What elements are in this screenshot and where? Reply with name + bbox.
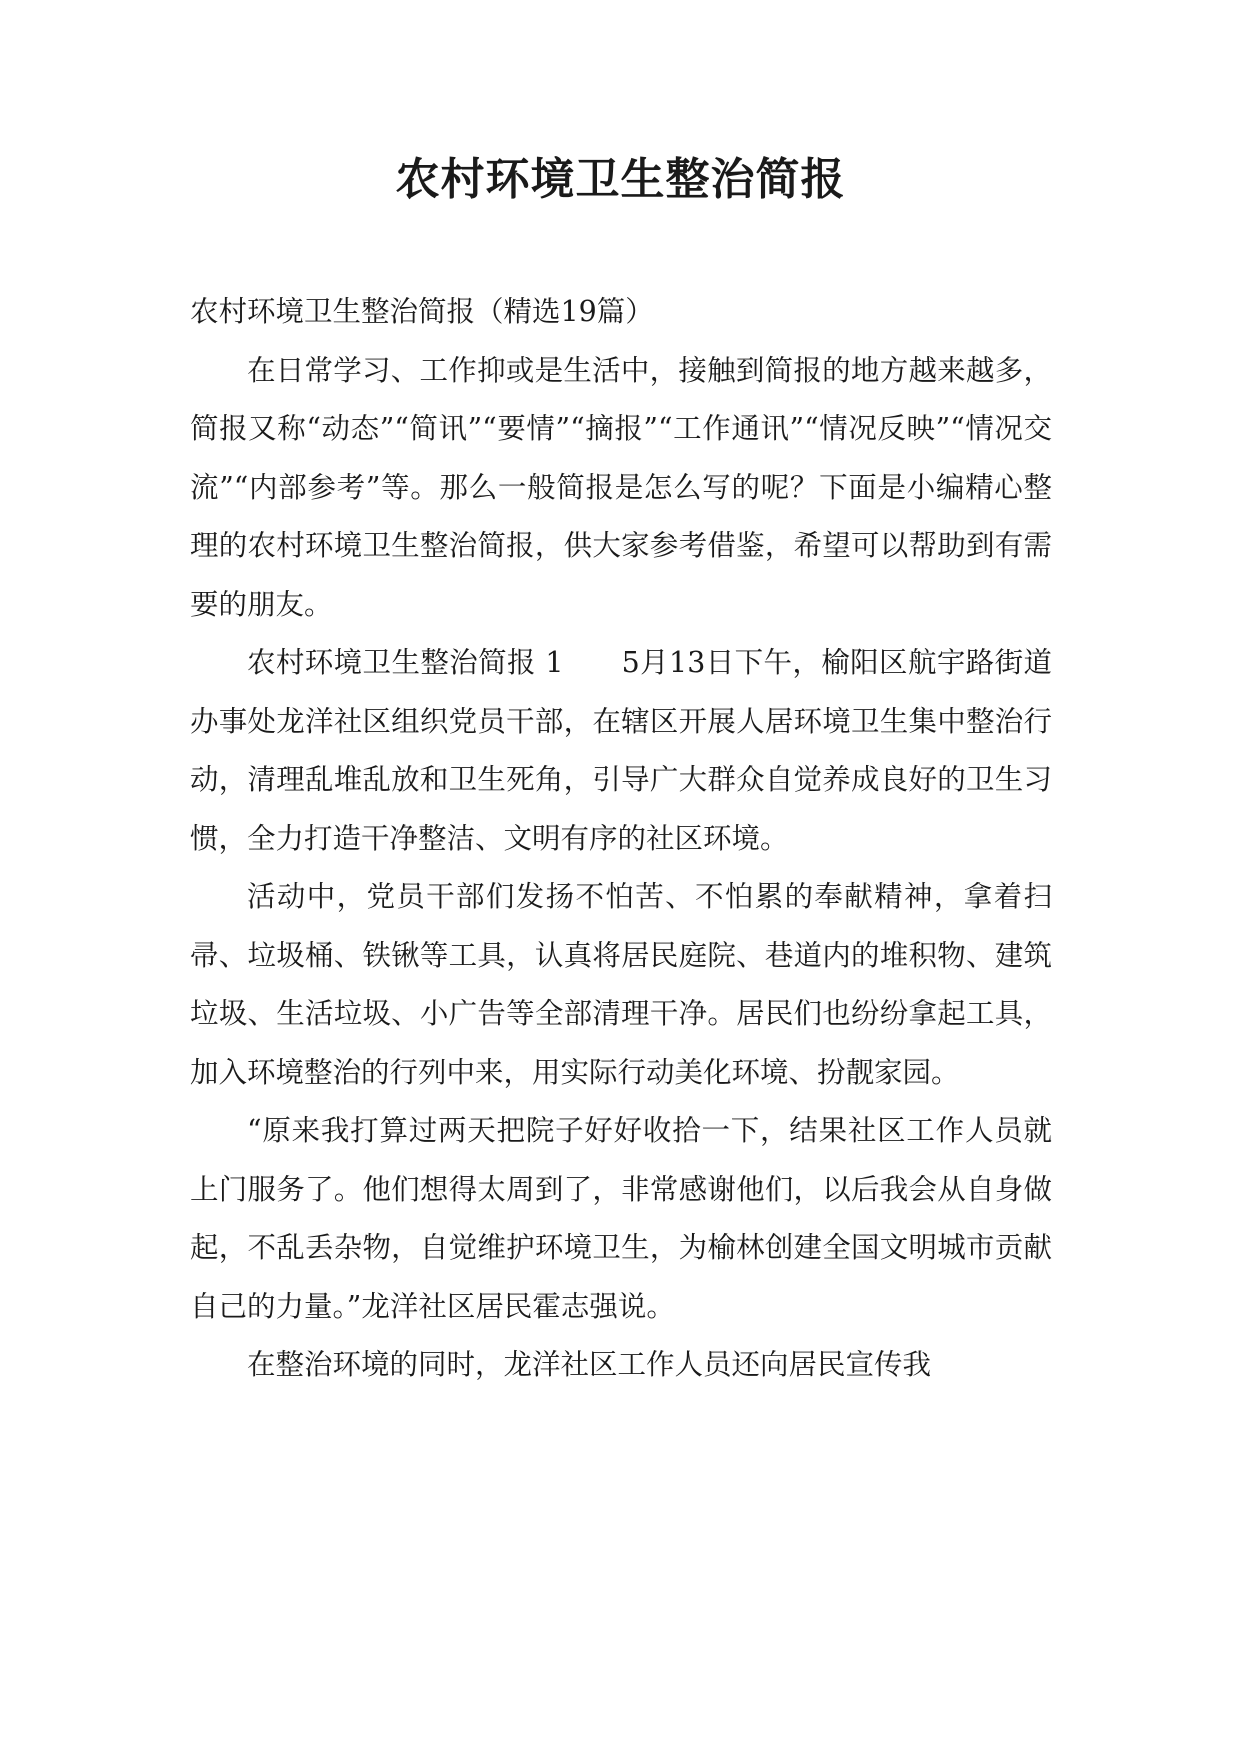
document-body [190, 283, 1052, 1395]
paragraph-report-1: 农村环境卫生整治简报 1 5月13日下午，榆阳区航宇路街道办事处龙洋社区组织党员干部，在辖区开展人居环境卫生集中整治行动，清理乱堆乱放和卫生死角，引导广大群众自觉养成良好的卫生习惯，全力打造干净整洁、文明有序的社区环境。 [190, 646, 1052, 855]
document-subtitle: 农村环境卫生整治简报（精选19篇） [190, 295, 654, 328]
paragraph-resident-quote: “原来我打算过两天把院子好好收拾一下，结果社区工作人员就上门服务了。他们想得太周到了，非常感谢他们，以后我会从自身做起，不乱丢杂物，自觉维护环境卫生，为榆林创建全国文明城市贡献自己的力量。”龙洋社区居民霍志强说。 [190, 1114, 1052, 1323]
paragraph-publicity: 在整治环境的同时，龙洋社区工作人员还向居民宣传我 [247, 1348, 932, 1381]
paragraph-activity: 活动中，党员干部们发扬不怕苦、不怕累的奉献精神，拿着扫帚、垃圾桶、铁锹等工具，认真将居民庭院、巷道内的堆积物、建筑垃圾、生活垃圾、小广告等全部清理干净。居民们也纷纷拿起工具，加入环境整治的行列中来，用实际行动美化环境、扮靓家园。 [190, 880, 1052, 1089]
paragraph-intro: 在日常学习、工作抑或是生活中，接触到简报的地方越来越多，简报又称“动态”“简讯”“要情”“摘报”“工作通讯”“情况反映”“情况交流”“内部参考”等。那么一般简报是怎么写的呢？下面是小编精心整理的农村环境卫生整治简报，供大家参考借鉴，希望可以帮助到有需要的朋友。 [190, 353, 1052, 621]
document-title: 农村环境卫生整治简报 [395, 154, 846, 205]
